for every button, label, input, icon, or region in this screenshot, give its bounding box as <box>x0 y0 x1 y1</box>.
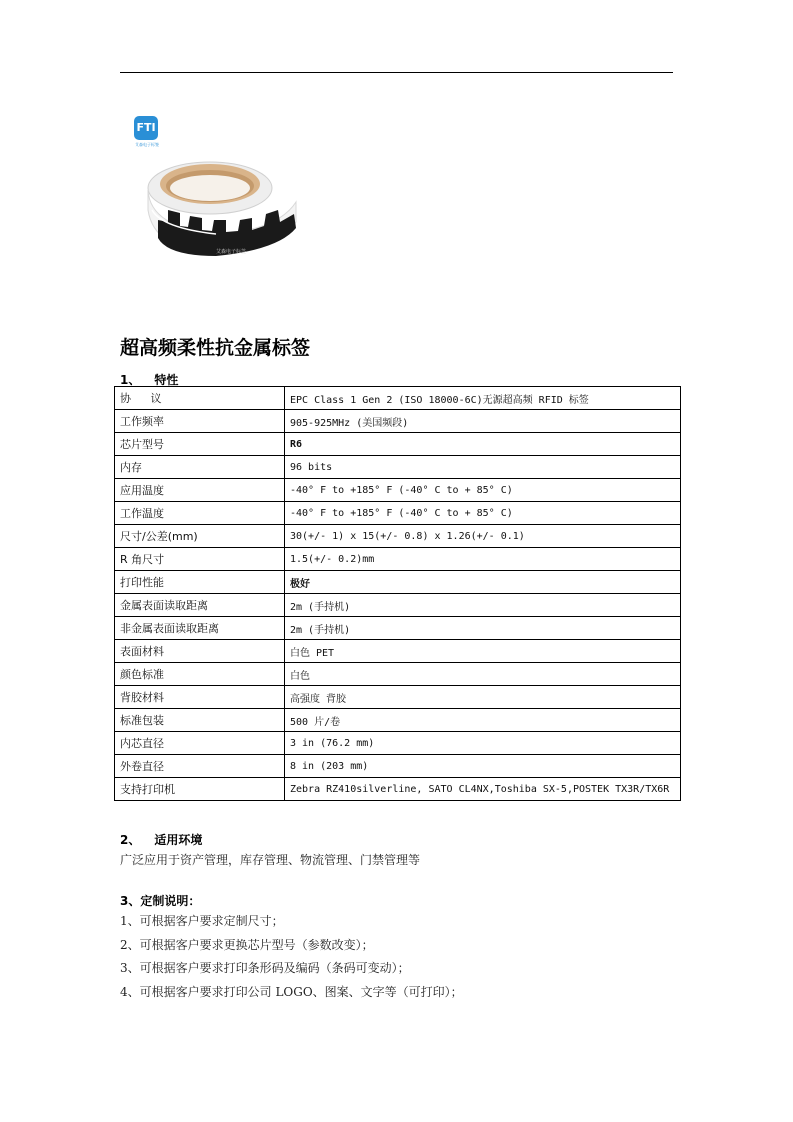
roll-watermark: 艾森电子标签 <box>216 249 247 255</box>
table-row <box>115 456 681 479</box>
spec-key: 非金属表面读取距离 <box>115 617 285 640</box>
spec-value: 白色 PET <box>285 640 681 663</box>
spec-key: 打印性能 <box>115 571 285 594</box>
list-item: 2、可根据客户要求更换芯片型号（参数改变）； <box>120 937 374 952</box>
spec-value: -40° F to +185° F (-40° C to + 85° C) <box>285 479 681 502</box>
spec-table <box>114 386 681 801</box>
spec-value: 905-925MHz (美国频段) <box>285 410 681 433</box>
table-row <box>115 502 681 525</box>
spec-value: R6 <box>285 433 681 456</box>
spec-key: 背胶材料 <box>115 686 285 709</box>
table-row <box>115 686 681 709</box>
spec-value: 2m (手持机) <box>285 594 681 617</box>
spec-key: 标准包装 <box>115 709 285 732</box>
spec-value: 30(+/- 1) x 15(+/- 0.8) x 1.26(+/- 0.1) <box>285 525 681 548</box>
spec-key: R 角尺寸 <box>115 548 285 571</box>
table-row <box>115 387 681 410</box>
table-row <box>115 617 681 640</box>
section-heading-environment <box>120 831 202 848</box>
page-title: 超高频柔性抗金属标签 <box>120 337 311 359</box>
spec-key: 工作频率 <box>115 410 285 433</box>
table-row <box>115 640 681 663</box>
spec-key: 外卷直径 <box>115 755 285 778</box>
spec-key: 工作温度 <box>115 502 285 525</box>
spec-value: 极好 <box>285 571 681 594</box>
spec-key: 表面材料 <box>115 640 285 663</box>
spec-key: 应用温度 <box>115 479 285 502</box>
environment-text: 广泛应用于资产管理，库存管理、物流管理、门禁管理等 <box>120 853 421 867</box>
table-row <box>115 548 681 571</box>
spec-key: 支持打印机 <box>115 778 285 801</box>
table-row <box>115 709 681 732</box>
spec-table-body <box>115 387 681 801</box>
section-number: 1、 <box>120 373 141 387</box>
brand-logo: FTI <box>134 116 158 140</box>
spec-key: 颜色标准 <box>115 663 285 686</box>
spec-key: 协 议 <box>115 387 285 410</box>
spec-key: 内存 <box>115 456 285 479</box>
spec-value: 白色 <box>285 663 681 686</box>
table-row <box>115 732 681 755</box>
spec-value: 高强度 背胶 <box>285 686 681 709</box>
spec-value: 500 片/卷 <box>285 709 681 732</box>
spec-value: 3 in (76.2 mm) <box>285 732 681 755</box>
brand-logo-caption: 艾森电子标签 <box>135 142 159 147</box>
spec-key: 尺寸/公差(mm) <box>115 525 285 548</box>
custom-list <box>120 912 463 1006</box>
section-label: 适用环境 <box>154 833 203 847</box>
table-row <box>115 755 681 778</box>
spec-value: -40° F to +185° F (-40° C to + 85° C) <box>285 502 681 525</box>
spec-value: 96 bits <box>285 456 681 479</box>
table-row <box>115 778 681 801</box>
spec-value: 1.5(+/- 0.2)mm <box>285 548 681 571</box>
spec-key: 芯片型号 <box>115 433 285 456</box>
table-row <box>115 525 681 548</box>
list-item: 1、可根据客户要求定制尺寸； <box>120 914 284 928</box>
header-rule <box>120 72 673 73</box>
list-item: 4、可根据客户要求打印公司 LOGO、图案、文字等（可打印）； <box>120 984 463 999</box>
table-row <box>115 663 681 686</box>
spec-value: 2m (手持机) <box>285 617 681 640</box>
section-label: 特性 <box>154 373 179 387</box>
table-row <box>115 594 681 617</box>
table-row <box>115 571 681 594</box>
section-number: 2、 <box>120 833 141 847</box>
spec-key: 金属表面读取距离 <box>115 594 285 617</box>
spec-value: Zebra RZ410silverline, SATO CL4NX,Toshiba SX-5,POSTEK TX3R/TX6R <box>285 778 681 801</box>
table-row <box>115 433 681 456</box>
table-row <box>115 479 681 502</box>
spec-value: 8 in (203 mm) <box>285 755 681 778</box>
spec-key: 内芯直径 <box>115 732 285 755</box>
product-photo <box>128 110 308 280</box>
section-heading-custom: 3、定制说明： <box>120 894 201 908</box>
spec-value: EPC Class 1 Gen 2 (ISO 18000-6C)无源超高频 RFID 标签 <box>285 387 681 410</box>
table-row <box>115 410 681 433</box>
list-item: 3、可根据客户要求打印条形码及编码（条码可变动）； <box>120 961 410 975</box>
